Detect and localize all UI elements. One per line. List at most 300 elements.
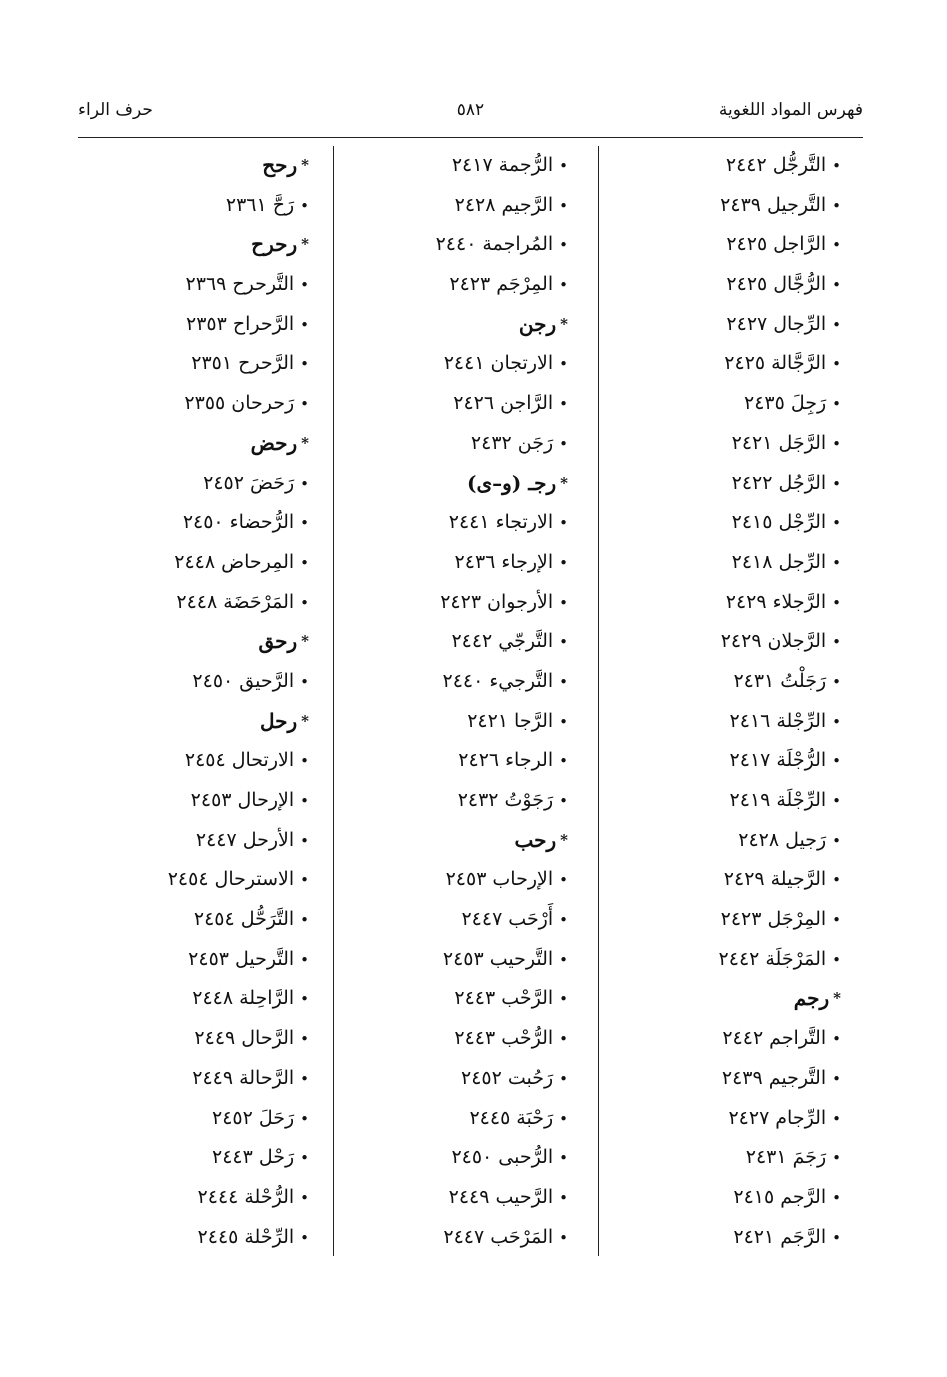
entry-number: ٢٤٤٢ <box>718 947 760 970</box>
bullet-icon: • <box>832 157 841 175</box>
entry-number: ٢٤٢٩ <box>720 630 762 653</box>
index-entry <box>168 1138 309 1178</box>
entry-word: رَحَضَ <box>249 471 295 494</box>
entry-word: الإرحاب <box>492 868 554 891</box>
index-entry <box>719 384 841 424</box>
entry-number: ٢٤٤١ <box>448 511 490 534</box>
index-entry <box>436 344 568 384</box>
index-entry <box>168 781 309 821</box>
index-entry <box>168 1019 309 1059</box>
index-column-right <box>719 146 841 1257</box>
root-heading <box>168 702 309 742</box>
index-entry <box>168 940 309 980</box>
index-entry <box>436 1218 568 1258</box>
entry-number: ٢٤١٩ <box>729 789 771 811</box>
index-entry <box>719 344 841 384</box>
entry-word: التَّرجّي <box>498 630 554 653</box>
entry-number: ٢٤٤٩ <box>194 1027 236 1050</box>
entry-number: ٢٤٥٤ <box>193 908 235 931</box>
entry-number: ٢٤٥٢ <box>461 1066 502 1089</box>
entry-number: ٢٤٣٩ <box>721 1066 763 1089</box>
entry-word: الرَّحرح <box>238 352 295 375</box>
index-entry <box>168 503 309 543</box>
entry-word: التَّرجيل <box>766 193 827 216</box>
bullet-icon: • <box>832 712 841 731</box>
entry-word: الرَّجلاء <box>772 590 827 613</box>
index-entry <box>436 1019 568 1059</box>
entry-number: ٢٤٥٠ <box>451 1146 493 1169</box>
index-entry <box>719 424 841 464</box>
entry-number: ٢٤٤٤ <box>197 1185 239 1208</box>
entry-word: رَحْل <box>258 1146 295 1169</box>
index-entry <box>436 1178 568 1218</box>
entry-word: الرَّحال <box>241 1027 295 1050</box>
index-entry <box>436 543 568 583</box>
index-entry <box>719 1099 841 1139</box>
root-word: رجم <box>793 986 830 1011</box>
index-entry <box>719 265 841 305</box>
bullet-icon: • <box>559 950 568 969</box>
entry-word: الرُّجَّال <box>773 273 827 296</box>
root-heading <box>436 305 568 345</box>
entry-number: ٢٣٥١ <box>191 352 233 375</box>
index-entry <box>719 583 841 623</box>
entry-word: المُراجمة <box>482 233 554 256</box>
index-entry <box>719 781 841 821</box>
entry-number: ٢٤١٦ <box>729 709 771 732</box>
asterisk-marker: * <box>301 156 309 174</box>
asterisk-marker: * <box>560 830 568 849</box>
root-heading <box>168 146 309 186</box>
bullet-icon: • <box>832 236 841 255</box>
bullet-icon: • <box>300 1188 309 1207</box>
bullet-icon: • <box>300 1149 309 1168</box>
bullet-icon: • <box>559 871 568 890</box>
bullet-icon: • <box>832 355 841 374</box>
entry-number: ٢٤١٧ <box>451 154 493 176</box>
bullet-icon: • <box>832 871 841 890</box>
bullet-icon: • <box>559 593 568 612</box>
root-word: رحب <box>514 827 557 852</box>
entry-number: ٢٤٢٩ <box>725 590 767 613</box>
entry-word: الرَّجم <box>780 1185 827 1208</box>
entry-number: ٢٤٤٠ <box>435 233 477 256</box>
entry-word: رَحُبت <box>507 1066 554 1089</box>
index-entry <box>168 1059 309 1099</box>
bullet-icon: • <box>300 474 309 493</box>
entry-number: ٢٤٢٢ <box>731 471 773 494</box>
column-divider-right <box>598 146 599 1256</box>
index-entry <box>436 702 568 742</box>
index-entry <box>719 900 841 940</box>
index-entry <box>719 503 841 543</box>
entry-word: الرجاء <box>505 749 554 772</box>
entry-number: ٢٤٤٢ <box>451 630 493 653</box>
entry-number: ٢٤٥٣ <box>190 789 232 811</box>
bullet-icon: • <box>832 911 841 930</box>
entry-number: ٢٤٣٢ <box>470 431 512 454</box>
entry-number: ٢٤٥٢ <box>212 1106 253 1129</box>
bullet-icon: • <box>559 911 568 930</box>
bullet-icon: • <box>559 1109 568 1128</box>
index-entry <box>719 186 841 226</box>
entry-number: ٢٤٥٤ <box>184 749 226 772</box>
entry-word: الرَّجُل <box>778 471 827 494</box>
bullet-icon: • <box>832 752 841 771</box>
entry-word: الرَّجا <box>514 709 554 732</box>
bullet-icon: • <box>832 315 841 334</box>
entry-number: ٢٤٣١ <box>745 1146 787 1169</box>
bullet-icon: • <box>559 196 568 215</box>
index-entry <box>436 781 568 821</box>
index-entry <box>436 424 568 464</box>
index-entry <box>719 940 841 980</box>
index-entry <box>168 979 309 1019</box>
index-entry <box>719 1178 841 1218</box>
bullet-icon: • <box>300 395 309 414</box>
entry-number: ٢٤٣١ <box>733 669 775 692</box>
entry-word: الرَّحراح <box>232 312 295 335</box>
index-entry <box>168 344 309 384</box>
index-entry <box>719 741 841 781</box>
root-word: رحض <box>250 430 298 455</box>
index-entry <box>168 464 309 504</box>
entry-number: ٢٤٤٥ <box>197 1225 239 1248</box>
bullet-icon: • <box>300 950 309 969</box>
index-entry <box>719 464 841 504</box>
index-entry <box>436 860 568 900</box>
entry-word: الارتحال <box>231 749 295 772</box>
bullet-icon: • <box>559 355 568 374</box>
entry-word: الرُّحبى <box>498 1146 554 1169</box>
index-entry <box>168 543 309 583</box>
bullet-icon: • <box>832 672 841 691</box>
entry-word: التَّرجيء <box>489 669 554 692</box>
bullet-icon: • <box>832 593 841 612</box>
entry-word: رَحَلَ <box>258 1106 295 1129</box>
entry-number: ٢٤٤٩ <box>448 1185 490 1208</box>
page-header <box>78 92 863 132</box>
index-entry <box>168 860 309 900</box>
index-entry <box>436 900 568 940</box>
entry-number: ٢٤٣٢ <box>457 789 499 811</box>
asterisk-marker: * <box>833 989 841 1008</box>
index-entry <box>436 186 568 226</box>
entry-word: أَرْحَب <box>508 908 554 931</box>
section-title: حرف الراء <box>78 100 153 120</box>
entry-word: رَحْبَة <box>516 1106 554 1129</box>
entry-number: ٢٤٢٣ <box>449 273 491 296</box>
bullet-icon: • <box>832 434 841 453</box>
bullet-icon: • <box>832 1030 841 1049</box>
entry-word: الرُّحْب <box>501 1027 554 1050</box>
index-entry <box>436 225 568 265</box>
index-entry <box>168 384 309 424</box>
index-entry <box>168 821 309 861</box>
index-entry <box>436 1099 568 1139</box>
index-entry <box>719 1218 841 1258</box>
entry-word: الرِّجل <box>778 550 827 573</box>
entry-number: ٢٤٤٧ <box>443 1225 485 1248</box>
entry-number: ٢٤١٥ <box>733 1185 775 1208</box>
entry-word: رَحَّ <box>272 193 295 216</box>
asterisk-marker: * <box>301 235 309 254</box>
index-entry <box>436 583 568 623</box>
column-divider-left <box>333 146 334 1256</box>
entry-number: ٢٤٤١ <box>443 352 485 375</box>
entry-word: الأرجوان <box>487 590 554 613</box>
entry-number: ٢٤٢٦ <box>458 749 500 772</box>
page-number: ٥٨٢ <box>456 100 485 120</box>
root-word: رحح <box>262 153 298 177</box>
index-entry <box>168 662 309 702</box>
entry-number: ٢٤٢١ <box>467 709 509 732</box>
entry-word: الرَّجَّالة <box>771 352 827 375</box>
bullet-icon: • <box>559 157 568 175</box>
entry-number: ٢٤٤٨ <box>176 590 218 613</box>
entry-number: ٢٤٥٤ <box>167 868 209 891</box>
bullet-icon: • <box>559 990 568 1009</box>
entry-number: ٢٤٢١ <box>731 431 773 454</box>
bullet-icon: • <box>832 514 841 533</box>
bullet-icon: • <box>832 474 841 493</box>
entry-word: الرُّجْلَة <box>776 749 827 772</box>
entry-number: ٢٤٤٣ <box>454 1027 496 1050</box>
bullet-icon: • <box>832 1149 841 1168</box>
index-entry <box>168 1218 309 1258</box>
entry-word: الرَّجَم <box>780 1225 827 1248</box>
root-word: رجـ (و–ى) <box>467 470 557 495</box>
index-column-middle <box>436 146 568 1257</box>
entry-word: الأرحل <box>242 828 295 851</box>
entry-word: رَحرحان <box>231 392 295 415</box>
entry-number: ٢٤٥٣ <box>445 868 487 891</box>
index-entry <box>436 979 568 1019</box>
entry-number: ٢٤٢٥ <box>726 233 768 256</box>
entry-word: الرَّحيب <box>495 1185 554 1208</box>
entry-word: المَرْحَب <box>490 1225 554 1248</box>
entry-number: ٢٤١٥ <box>731 511 773 534</box>
root-word: رحرح <box>251 232 298 257</box>
entry-word: الارتجان <box>490 352 554 375</box>
entry-number: ٢٤٥٣ <box>442 947 484 970</box>
entry-word: التَّرجُّل <box>772 154 827 176</box>
asterisk-marker: * <box>560 314 568 333</box>
entry-word: التَّرحيل <box>234 947 295 970</box>
entry-number: ٢٤٥٠ <box>182 511 224 534</box>
entry-word: الرَّجلان <box>767 630 827 653</box>
root-heading <box>436 821 568 861</box>
entry-number: ٢٤٢٥ <box>724 352 766 375</box>
entry-number: ٢٤٤٣ <box>212 1146 253 1169</box>
bullet-icon: • <box>559 752 568 771</box>
entry-number: ٢٣٥٥ <box>184 392 226 415</box>
entry-word: الرَّحْب <box>501 987 554 1010</box>
entry-word: المِرْجَم <box>496 273 554 296</box>
index-entry <box>436 940 568 980</box>
root-heading <box>719 979 841 1019</box>
index-entry <box>436 622 568 662</box>
index-entry <box>436 503 568 543</box>
entry-word: التَّرحيب <box>489 947 554 970</box>
bullet-icon: • <box>300 355 309 374</box>
bullet-icon: • <box>832 792 841 810</box>
entry-number: ٢٣٦١ <box>225 193 267 216</box>
entry-word: التَّرحرح <box>232 273 295 296</box>
index-entry <box>719 305 841 345</box>
entry-word: المَرْحَضَة <box>223 590 295 613</box>
index-entry <box>719 702 841 742</box>
entry-number: ٢٤٤٨ <box>174 550 216 573</box>
entry-number: ٢٤١٧ <box>729 749 771 772</box>
index-entry <box>168 1178 309 1218</box>
bullet-icon: • <box>559 276 568 295</box>
entry-word: التَّراجم <box>769 1027 827 1050</box>
entry-word: الرِّجْلة <box>776 709 827 732</box>
root-word: رجن <box>518 311 557 336</box>
index-entry <box>436 741 568 781</box>
index-entry <box>168 583 309 623</box>
entry-word: الارتجاء <box>495 511 554 534</box>
index-entry <box>168 741 309 781</box>
bullet-icon: • <box>832 395 841 414</box>
bullet-icon: • <box>300 672 309 691</box>
entry-number: ٢٤٢٧ <box>726 312 768 335</box>
bullet-icon: • <box>832 276 841 295</box>
bullet-icon: • <box>300 792 309 810</box>
entry-word: التَّرَحُّل <box>240 908 295 931</box>
bullet-icon: • <box>300 1109 309 1128</box>
entry-number: ٢٤٢٩ <box>723 868 765 891</box>
root-word: رحل <box>259 708 298 733</box>
bullet-icon: • <box>832 633 841 652</box>
bullet-icon: • <box>300 553 309 572</box>
entry-word: رَجيل <box>785 828 827 851</box>
entry-number: ٢٤٤٥ <box>469 1106 511 1129</box>
entry-word: الإرحال <box>237 789 295 811</box>
bullet-icon: • <box>832 1069 841 1088</box>
asterisk-marker: * <box>301 433 309 452</box>
bullet-icon: • <box>300 911 309 930</box>
entry-number: ٢٤٤٩ <box>192 1066 234 1089</box>
index-entry <box>719 225 841 265</box>
entry-word: رَجَلْتُ <box>780 669 827 692</box>
entry-number: ٢٤٢١ <box>733 1225 775 1248</box>
bullet-icon: • <box>832 1228 841 1247</box>
entry-word: الاسترحال <box>214 868 295 891</box>
bullet-icon: • <box>559 672 568 691</box>
entry-word: الرِّحْلة <box>244 1225 295 1248</box>
bullet-icon: • <box>559 792 568 810</box>
entry-word: المِرْجَل <box>767 908 827 931</box>
entry-number: ٢٣٥٣ <box>185 312 227 335</box>
entry-number: ٢٤١٨ <box>731 550 773 573</box>
entry-word: الرِّجْل <box>778 511 827 534</box>
bullet-icon: • <box>559 236 568 255</box>
bullet-icon: • <box>559 712 568 731</box>
entry-number: ٢٤٤٨ <box>192 987 234 1010</box>
bullet-icon: • <box>300 593 309 612</box>
entry-word: المَرْجَلَة <box>765 947 827 970</box>
index-entry <box>168 1099 309 1139</box>
entry-word: رَجَن <box>517 431 554 454</box>
bullet-icon: • <box>300 196 309 215</box>
asterisk-marker: * <box>560 473 568 492</box>
entry-number: ٢٤٥٢ <box>203 471 244 494</box>
bullet-icon: • <box>832 1109 841 1128</box>
bullet-icon: • <box>559 1069 568 1088</box>
index-entry <box>436 384 568 424</box>
bullet-icon: • <box>832 950 841 969</box>
entry-number: ٢٤٣٥ <box>744 392 785 415</box>
bullet-icon: • <box>832 196 841 215</box>
entry-number: ٢٤٤٠ <box>442 669 484 692</box>
entry-word: الرُّجمة <box>498 154 554 176</box>
index-entry <box>719 543 841 583</box>
bullet-icon: • <box>559 633 568 652</box>
entry-number: ٢٤٣٩ <box>720 193 761 216</box>
bullet-icon: • <box>300 1069 309 1088</box>
entry-word: الرَّحيق <box>239 669 295 692</box>
entry-word: الرَّحالة <box>239 1066 295 1089</box>
entry-number: ٢٤٥٠ <box>192 669 234 692</box>
bullet-icon: • <box>832 831 841 850</box>
bullet-icon: • <box>559 395 568 414</box>
entry-word: الرَّاجن <box>500 392 554 415</box>
bullet-icon: • <box>559 1228 568 1247</box>
bullet-icon: • <box>300 871 309 890</box>
entry-word: الرِّجام <box>775 1106 827 1129</box>
index-entry <box>168 265 309 305</box>
index-entry <box>168 900 309 940</box>
entry-number: ٢٤٤٢ <box>722 1027 764 1050</box>
entry-number: ٢٤٤٣ <box>454 987 496 1010</box>
bullet-icon: • <box>832 553 841 572</box>
index-column-left <box>168 146 309 1257</box>
index-entry <box>719 860 841 900</box>
bullet-icon: • <box>300 315 309 334</box>
entry-word: الرُّحْلة <box>244 1185 295 1208</box>
entry-number: ٢٤٢٣ <box>720 908 762 931</box>
index-entry <box>168 186 309 226</box>
root-heading <box>168 225 309 265</box>
entry-word: الرُّحضاء <box>229 511 295 534</box>
bullet-icon: • <box>832 1188 841 1207</box>
root-heading <box>436 464 568 504</box>
entry-number: ٢٤٢٨ <box>738 828 780 851</box>
entry-word: رَجِلَ <box>790 392 827 415</box>
index-entry <box>719 146 841 186</box>
entry-word: الرِّجْلَة <box>776 789 827 811</box>
entry-number: ٢٤٤٧ <box>195 828 237 851</box>
entry-word: الإرجاء <box>501 550 554 573</box>
index-entry <box>436 265 568 305</box>
entry-word: التَّرجيم <box>768 1066 827 1089</box>
bullet-icon: • <box>559 514 568 533</box>
index-entry <box>719 1019 841 1059</box>
bullet-icon: • <box>300 831 309 850</box>
bullet-icon: • <box>559 1149 568 1168</box>
bullet-icon: • <box>559 553 568 572</box>
entry-word: الرَّاحِلة <box>239 987 295 1010</box>
bullet-icon: • <box>300 752 309 771</box>
bullet-icon: • <box>559 434 568 453</box>
entry-word: الرَّجيلة <box>770 868 827 891</box>
index-entry <box>436 1059 568 1099</box>
root-word: رحق <box>258 629 298 654</box>
entry-word: الرَّجَل <box>778 431 827 454</box>
entry-number: ٢٤٢٥ <box>726 273 768 296</box>
